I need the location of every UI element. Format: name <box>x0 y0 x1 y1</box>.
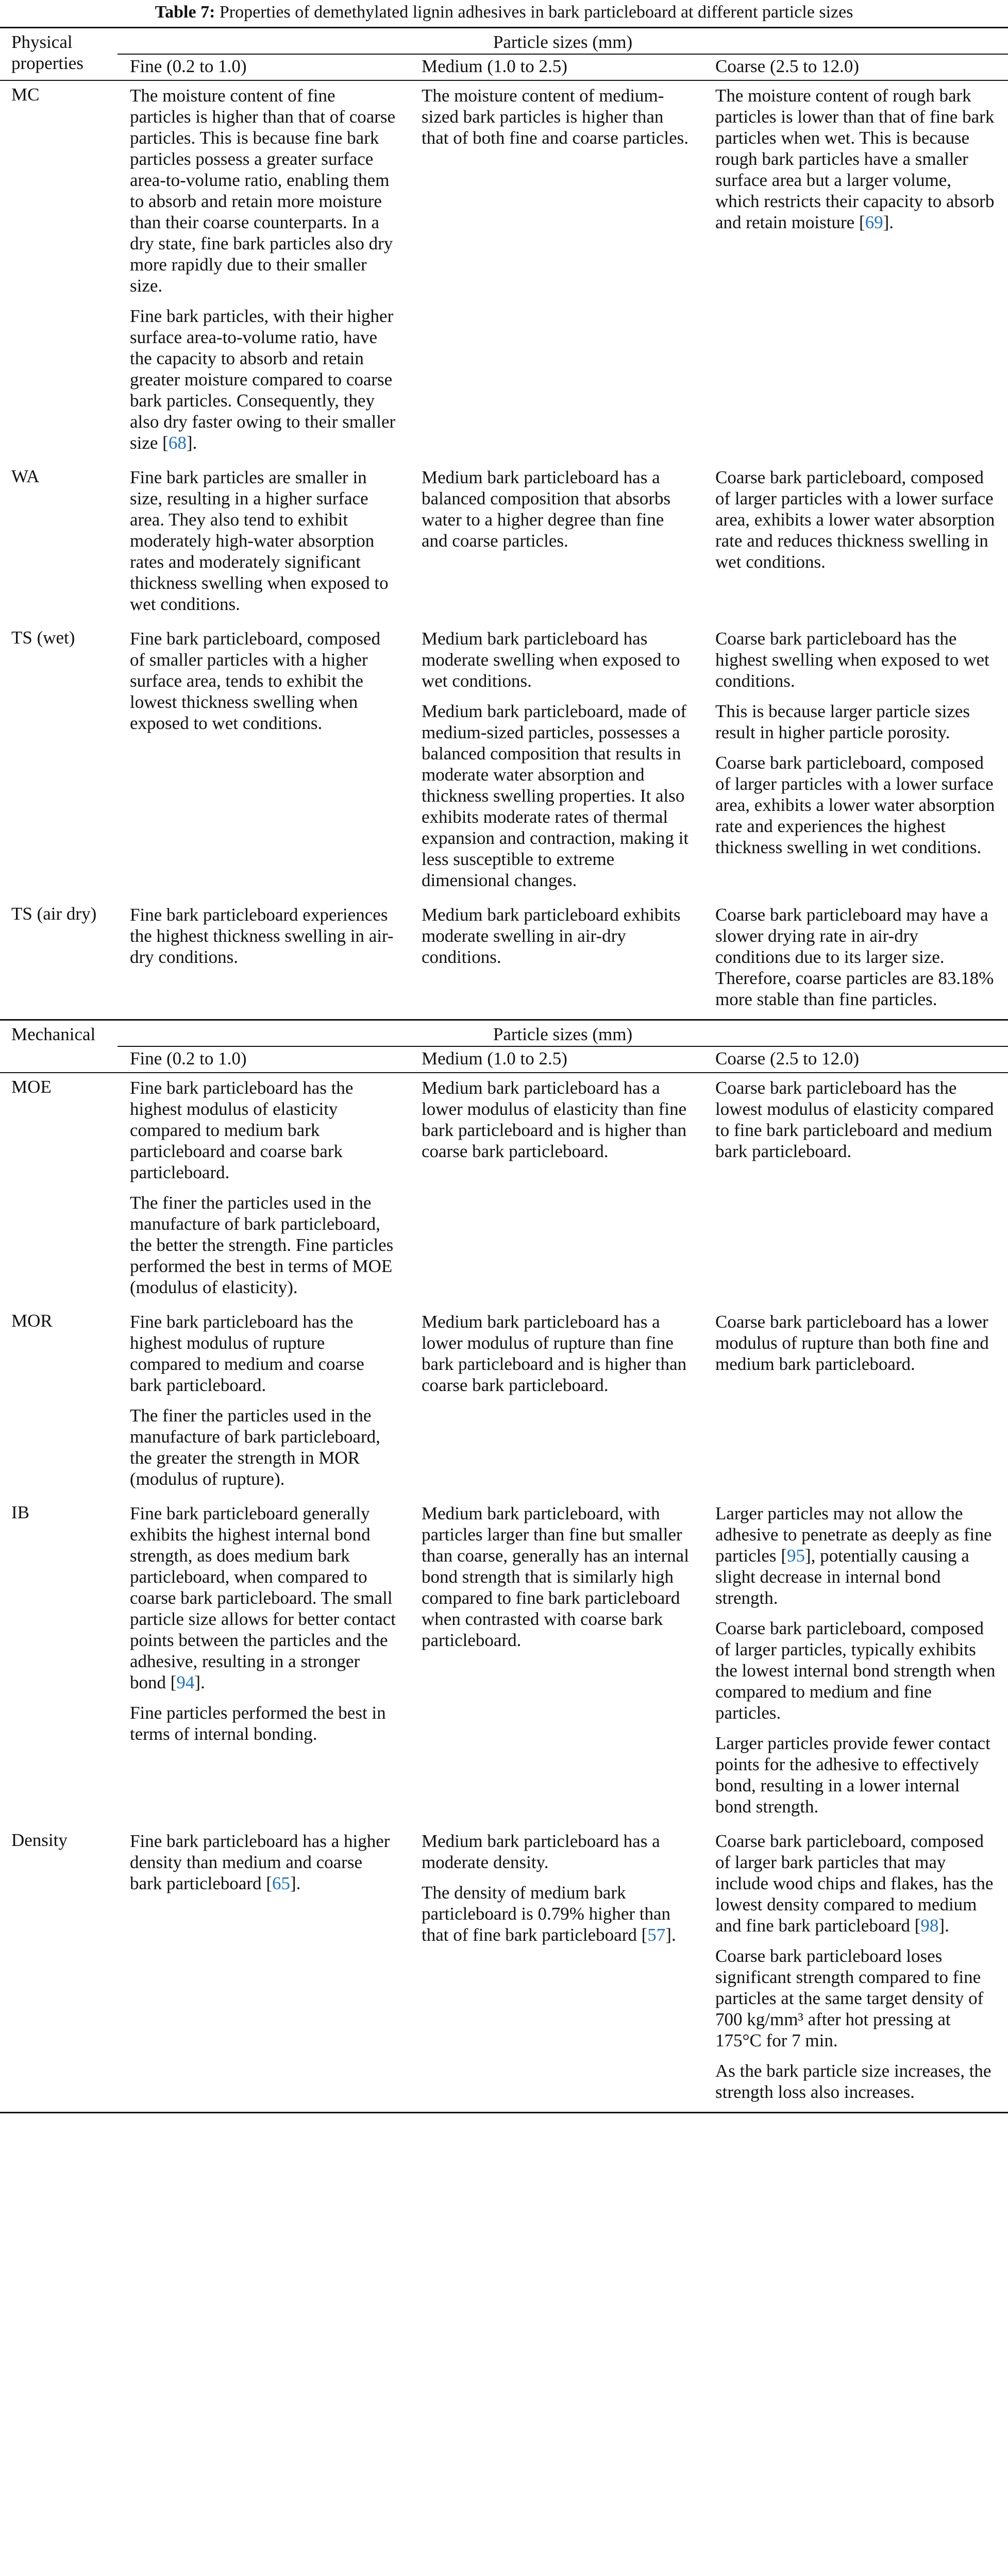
mechanical-header-label: Mechanical <box>0 1020 117 1073</box>
cell-paragraph: Fine bark particleboard has the highest modulus of elasticity compared to medium bark particleboard and coarse bark particleboard. <box>130 1078 354 1182</box>
cell-paragraph: Fine bark particles are smaller in size, resulting in a higher surface area. They also tend to exhibit moderately high-water absorption rates and moderately significant thickness swelling when exposed to wet conditions. <box>130 467 389 614</box>
cell-paragraph: The finer the particles used in the manufacture of bark particleboard, the better the strength. Fine particles performed the best in terms of MOE (modulus of elasticity). <box>130 1193 394 1297</box>
cell-paragraph: Fine bark particleboard, composed of smaller particles with a higher surface area, tends to exhibit the lowest thickness swelling when exposed to wet conditions. <box>130 629 380 733</box>
cell-paragraph: The density of medium bark particleboard is 0.79% higher than that of fine bark particleboard [57]. <box>422 1883 676 1945</box>
cell-paragraph: Coarse bark particleboard has the lowest modulus of elasticity compared to fine bark particleboard and medium bark particleboard. <box>715 1078 994 1161</box>
cell-medium <box>409 1073 703 1307</box>
cell-fine <box>117 900 409 1020</box>
cell-paragraph: The moisture content of rough bark particles is lower than that of fine bark particles when wet. This is because rough bark particles have a smaller surface area but a larger volume, which restricts their capacity to absorb and retain moisture [69]. <box>715 86 995 232</box>
physical-header-row <box>0 28 1008 55</box>
cell-paragraph: Medium bark particleboard has a lower modulus of elasticity than fine bark particleboard and is higher than coarse bark particleboard. <box>422 1078 687 1161</box>
particle-sizes-header: Particle sizes (mm) <box>117 1020 1008 1047</box>
cell-coarse <box>703 1499 1008 1826</box>
column-header-coarse: Coarse (2.5 to 12.0) <box>715 1048 859 1069</box>
cell-coarse <box>703 463 1008 624</box>
cell-fine <box>117 624 409 900</box>
cell-paragraph: Medium bark particleboard, with particles larger than fine but smaller than coarse, generally has an internal bond strength that is similarly high compared to fine bark particleboard when contrasted with coarse bark particleboard. <box>422 1503 689 1650</box>
cell-paragraph: Coarse bark particleboard, composed of larger particles, typically exhibits the lowest internal bond strength when compared to medium and fine particles. <box>715 1618 996 1723</box>
cell-medium <box>409 1499 703 1826</box>
cell-fine <box>117 463 409 624</box>
cell-paragraph: Coarse bark particleboard has the highest swelling when exposed to wet conditions. <box>715 629 989 691</box>
physical-header-label: Physical properties <box>0 28 117 81</box>
cell-paragraph: Coarse bark particleboard, composed of larger bark particles that may include wood chips and flakes, has the lowest density compared to medium and fine bark particleboard [98]. <box>715 1831 994 1936</box>
cell-paragraph: Fine bark particleboard has the highest modulus of rupture compared to medium and coarse bark particleboard. <box>130 1312 364 1395</box>
cell-medium <box>409 463 703 624</box>
row-property-label: MC <box>0 80 117 463</box>
cell-paragraph: This is because larger particle sizes result in higher particle porosity. <box>715 701 970 742</box>
cell-paragraph: Coarse bark particleboard loses significant strength compared to fine particles at the same target density of 700 kg/mm³ after hot pressing at 175°C for 7 min. <box>715 1946 984 2050</box>
cell-coarse <box>703 80 1008 463</box>
column-header-fine: Fine (0.2 to 1.0) <box>130 1048 247 1069</box>
citation-link[interactable]: 94 <box>176 1672 195 1692</box>
table-row <box>0 1499 1008 1826</box>
table-caption <box>0 0 1008 29</box>
column-header-coarse: Coarse (2.5 to 12.0) <box>715 56 859 76</box>
cell-paragraph: Coarse bark particleboard has a lower modulus of rupture than both fine and medium bark particleboard. <box>715 1312 989 1374</box>
citation-link[interactable]: 68 <box>168 433 187 453</box>
citation-link[interactable]: 95 <box>786 1546 805 1566</box>
cell-fine <box>117 1826 409 2113</box>
cell-paragraph: Medium bark particleboard, made of medium-sized particles, possesses a balanced composition that results in moderate water absorption and thickness swelling properties. It also exhibits moderate rates of thermal expansion and contraction, making it less susceptible to extreme dimensional changes. <box>422 701 689 890</box>
cell-coarse <box>703 1073 1008 1307</box>
cell-medium <box>409 624 703 900</box>
cell-paragraph: The moisture content of fine particles is higher than that of coarse particles. This is because fine bark particles possess a greater surface area-to-volume ratio, enabling them to absorb and retain more moisture than their coarse counterparts. In a dry state, fine bark particles also dry more rapidly due to their smaller size. <box>130 86 396 296</box>
cell-paragraph: Medium bark particleboard has a moderate density. <box>422 1831 660 1872</box>
cell-paragraph: Fine particles performed the best in terms of internal bonding. <box>130 1703 386 1744</box>
size-columns-row <box>0 1046 1008 1073</box>
table-row <box>0 1307 1008 1499</box>
citation: [94] <box>170 1672 201 1692</box>
size-columns-row <box>0 54 1008 80</box>
cell-fine <box>117 1307 409 1499</box>
table-row <box>0 463 1008 624</box>
table-row <box>0 80 1008 463</box>
cell-paragraph: Fine bark particles, with their higher surface area-to-volume ratio, have the capacity to absorb and retain greater moisture compared to coarse bark particles. Consequently, they also dry faster owing to their smaller size [68]. <box>130 306 396 453</box>
cell-coarse <box>703 624 1008 900</box>
cell-paragraph: Larger particles may not allow the adhesive to penetrate as deeply as fine particles [95], potentially causing a slight decrease in internal bond strength. <box>715 1503 992 1608</box>
column-header-medium: Medium (1.0 to 2.5) <box>422 56 567 76</box>
cell-medium <box>409 900 703 1020</box>
cell-paragraph: Fine bark particleboard has a higher density than medium and coarse bark particleboard [65]. <box>130 1831 390 1893</box>
cell-paragraph: As the bark particle size increases, the strength loss also increases. <box>715 2061 992 2102</box>
cell-medium <box>409 80 703 463</box>
cell-coarse <box>703 1826 1008 2113</box>
citation-link[interactable]: 65 <box>272 1873 290 1893</box>
table-row <box>0 1073 1008 1307</box>
cell-fine <box>117 1499 409 1826</box>
cell-coarse <box>703 1307 1008 1499</box>
column-header-medium: Medium (1.0 to 2.5) <box>422 1048 567 1069</box>
citation: [57] <box>641 1925 671 1945</box>
citation-link[interactable]: 69 <box>865 212 883 232</box>
row-property-label: MOR <box>11 1311 53 1331</box>
citation: [65] <box>266 1873 296 1893</box>
mechanical-header-row <box>0 1020 1008 1047</box>
particle-sizes-header: Particle sizes (mm) <box>117 28 1008 55</box>
citation: [95] <box>781 1546 811 1566</box>
cell-paragraph: Coarse bark particleboard may have a slower drying rate in air-dry conditions due to its larger size. Therefore, coarse particles are 83.18% more stable than fine particles. <box>715 905 994 1009</box>
cell-medium <box>409 1826 703 2113</box>
cell-paragraph: The moisture content of medium-sized bark particles is higher than that of both fine and coarse particles. <box>422 86 688 148</box>
cell-fine <box>117 1073 409 1307</box>
citation-link[interactable]: 98 <box>920 1916 939 1936</box>
citation: [98] <box>914 1916 945 1936</box>
cell-paragraph: Medium bark particleboard exhibits moderate swelling in air-dry conditions. <box>422 905 681 967</box>
row-property-label: TS (air dry) <box>11 904 97 924</box>
cell-coarse <box>703 900 1008 1020</box>
row-property-label: MOE <box>0 1073 117 1307</box>
citation: [69] <box>859 212 889 232</box>
row-property-label: WA <box>11 466 40 486</box>
cell-paragraph: Larger particles provide fewer contact points for the adhesive to effectively bond, resulting in a lower internal bond strength. <box>715 1733 990 1817</box>
cell-fine <box>117 80 409 463</box>
table-row <box>0 900 1008 1020</box>
table-caption-label: Table 7: <box>155 3 215 22</box>
cell-paragraph: Fine bark particleboard generally exhibits the highest internal bond strength, as does medium bark particleboard, when compared to coarse bark particleboard. The small particle size allows for better contact points between the particles and the adhesive, resulting in a stronger bond [94]. <box>130 1503 396 1692</box>
cell-paragraph: Medium bark particleboard has moderate swelling when exposed to wet conditions. <box>422 629 680 691</box>
citation: [68] <box>162 433 193 453</box>
table-caption-text: Properties of demethylated lignin adhesives in bark particleboard at different particle sizes <box>219 3 853 22</box>
cell-paragraph: The finer the particles used in the manufacture of bark particleboard, the greater the strength in MOR (modulus of rupture). <box>130 1405 380 1489</box>
row-property-label: Density <box>0 1826 117 2113</box>
cell-paragraph: Fine bark particleboard experiences the highest thickness swelling in air-dry conditions. <box>130 905 394 967</box>
cell-paragraph: Medium bark particleboard has a lower modulus of rupture than fine bark particleboard and is higher than coarse bark particleboard. <box>422 1312 687 1395</box>
properties-table <box>0 27 1008 2113</box>
cell-paragraph: Coarse bark particleboard, composed of larger particles with a lower surface area, exhibits a lower water absorption rate and experiences the highest thickness swelling in wet conditions. <box>715 753 995 857</box>
citation-link[interactable]: 57 <box>647 1925 666 1945</box>
cell-paragraph: Coarse bark particleboard, composed of larger particles with a lower surface area, exhibits a lower water absorption rate and reduces thickness swelling in wet conditions. <box>715 467 995 572</box>
row-property-label: TS (wet) <box>11 628 75 648</box>
table-row <box>0 1826 1008 2113</box>
column-header-fine: Fine (0.2 to 1.0) <box>130 56 247 76</box>
cell-paragraph: Medium bark particleboard has a balanced composition that absorbs water to a higher degree than fine and coarse particles. <box>422 467 671 551</box>
cell-medium <box>409 1307 703 1499</box>
row-property-label: IB <box>11 1502 29 1522</box>
table-row <box>0 624 1008 900</box>
